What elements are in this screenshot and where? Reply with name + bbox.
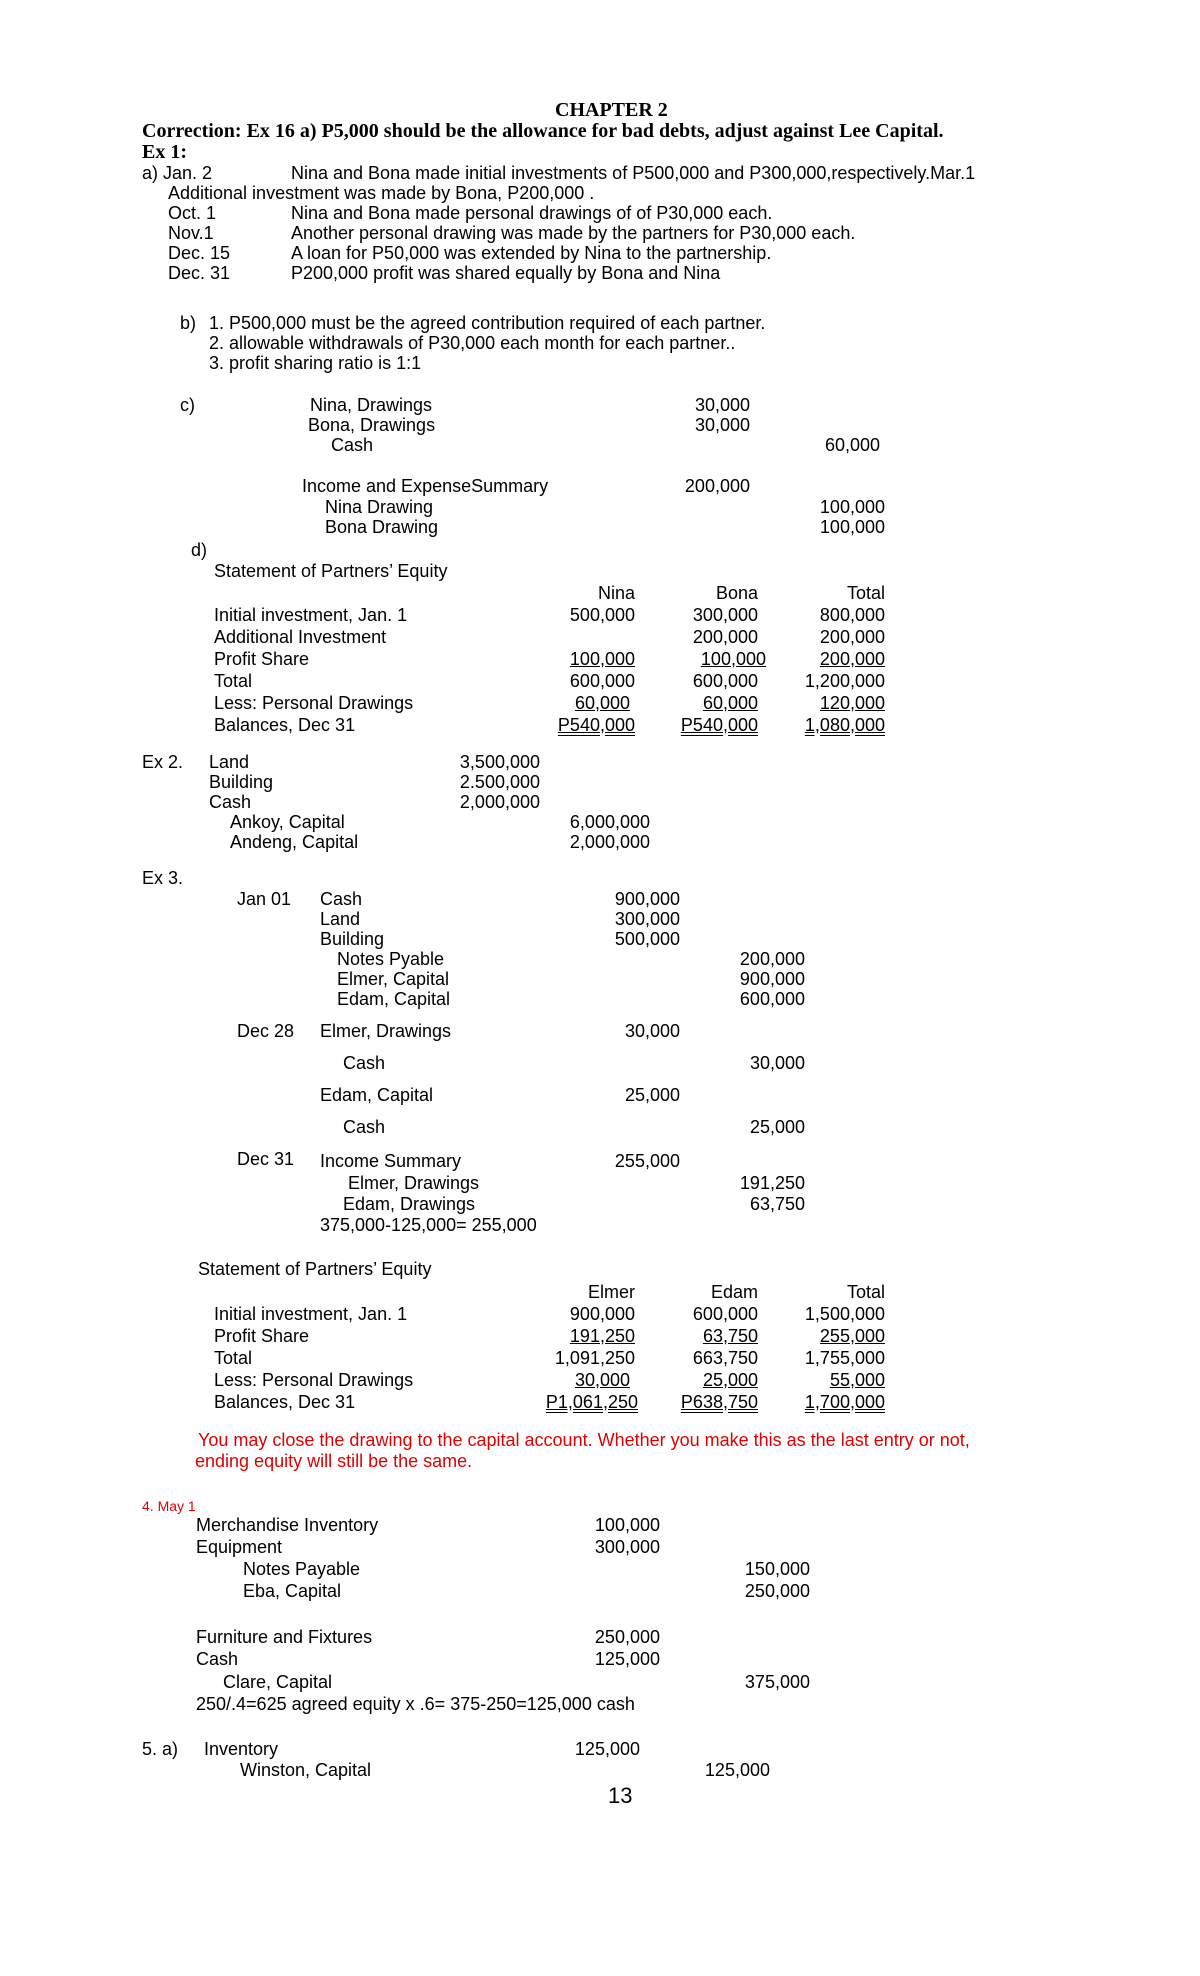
- journal-account: Eba, Capital: [243, 1581, 342, 1601]
- cell: 800,000: [819, 605, 885, 625]
- journal-credit: 30,000: [749, 1053, 805, 1073]
- journal-account: Elmer, Drawings: [348, 1173, 480, 1193]
- ex1-a-date: Dec. 31: [168, 263, 231, 283]
- page-number: 13: [608, 1783, 633, 1808]
- cell: 600,000: [569, 671, 635, 691]
- ex1-d-label: d): [191, 540, 208, 560]
- journal-account: Inventory: [204, 1739, 279, 1759]
- cell: 200,000: [819, 627, 885, 647]
- cell: P1,061,250: [545, 1392, 638, 1412]
- cell: 200,000: [692, 627, 758, 647]
- row-label: Less: Personal Drawings: [214, 1370, 414, 1390]
- cell: 30,000: [574, 1370, 630, 1390]
- journal-account: Edam, Drawings: [343, 1194, 476, 1214]
- journal-account: Notes Payable: [243, 1559, 361, 1579]
- journal-account: Edam, Capital: [337, 989, 451, 1009]
- journal-account: Furniture and Fixtures: [196, 1627, 373, 1647]
- cell: 100,000: [700, 649, 766, 669]
- journal-account: Equipment: [196, 1537, 283, 1557]
- col-header: Total: [846, 583, 885, 603]
- journal-credit: 150,000: [744, 1559, 810, 1579]
- journal-date: Jan 01: [237, 889, 292, 909]
- cell: P638,750: [680, 1392, 758, 1412]
- journal-account: Winston, Capital: [240, 1760, 372, 1780]
- journal-account: Income Summary: [320, 1151, 462, 1171]
- journal-credit: 63,750: [749, 1194, 805, 1214]
- cell: 55,000: [829, 1370, 885, 1390]
- journal-credit: 191,250: [739, 1173, 805, 1193]
- journal-debit: 500,000: [614, 929, 680, 949]
- col-header: Edam: [710, 1282, 758, 1302]
- journal-account: Elmer, Drawings: [320, 1021, 452, 1041]
- journal-account: Land: [320, 909, 361, 929]
- row-label: Additional Investment: [214, 627, 387, 647]
- journal-account: Building: [320, 929, 385, 949]
- ex1-b-item: 1. P500,000 must be the agreed contribution required of each partner.: [209, 313, 766, 333]
- ex1-a-date: Nov.1: [168, 223, 214, 243]
- journal-credit: 6,000,000: [569, 812, 650, 832]
- col-header: Elmer: [587, 1282, 635, 1302]
- computation-note: 250/.4=625 agreed equity x .6= 375-250=125,000 cash: [196, 1694, 635, 1714]
- statement-title: Statement of Partners’ Equity: [214, 561, 448, 581]
- journal-debit: 125,000: [594, 1649, 660, 1669]
- journal-account: Merchandise Inventory: [196, 1515, 379, 1535]
- col-header: Nina: [597, 583, 635, 603]
- journal-account: Bona Drawing: [325, 517, 439, 537]
- journal-account: Notes Pyable: [337, 949, 445, 969]
- cell: 25,000: [702, 1370, 758, 1390]
- red-note: You may close the drawing to the capital account. Whether you make this as the last entry or not,: [198, 1430, 970, 1450]
- journal-debit: 2.500,000: [459, 772, 540, 792]
- cell: 1,091,250: [554, 1348, 635, 1368]
- ex1-b-item: 2. allowable withdrawals of P30,000 each month for each partner..: [209, 333, 736, 353]
- journal-account: Cash: [343, 1053, 386, 1073]
- cell: P540,000: [557, 715, 635, 735]
- journal-credit: 375,000: [744, 1672, 810, 1692]
- journal-account: Andeng, Capital: [230, 832, 359, 852]
- cell: 300,000: [692, 605, 758, 625]
- row-label: Less: Personal Drawings: [214, 693, 414, 713]
- journal-debit: 100,000: [594, 1515, 660, 1535]
- journal-debit: 125,000: [574, 1739, 640, 1759]
- journal-debit: 2,000,000: [459, 792, 540, 812]
- statement-title: Statement of Partners’ Equity: [198, 1259, 432, 1279]
- journal-debit: 255,000: [614, 1151, 680, 1171]
- row-label: Initial investment, Jan. 1: [214, 1304, 408, 1324]
- ex5-label: 5. a): [142, 1739, 179, 1759]
- cell: 255,000: [819, 1326, 885, 1346]
- cell: 663,750: [692, 1348, 758, 1368]
- cell: 60,000: [574, 693, 630, 713]
- ex1-a-date: a) Jan. 2: [142, 163, 213, 183]
- journal-credit: 25,000: [749, 1117, 805, 1137]
- journal-credit: 60,000: [824, 435, 880, 455]
- journal-credit: 250,000: [744, 1581, 810, 1601]
- journal-debit: 30,000: [694, 415, 750, 435]
- ex1-a-date: Dec. 15: [168, 243, 231, 263]
- row-label: Balances, Dec 31: [214, 715, 356, 735]
- ex4-label: 4. May 1: [142, 1498, 196, 1514]
- cell: 900,000: [569, 1304, 635, 1324]
- cell: 1,755,000: [804, 1348, 885, 1368]
- journal-debit: 30,000: [624, 1021, 680, 1041]
- ex3-label: Ex 3.: [142, 868, 184, 888]
- journal-account: Ankoy, Capital: [230, 812, 345, 832]
- journal-date: Dec 31: [237, 1149, 295, 1169]
- journal-debit: 200,000: [684, 476, 750, 496]
- journal-account: Elmer, Capital: [337, 969, 450, 989]
- cell: 120,000: [819, 693, 885, 713]
- chapter-title: CHAPTER 2: [555, 99, 668, 121]
- col-header: Bona: [715, 583, 758, 603]
- col-header: Total: [846, 1282, 885, 1302]
- journal-account: Cash: [209, 792, 252, 812]
- ex1-a-text: P200,000 profit was shared equally by Bona and Nina: [291, 263, 721, 283]
- cell: 1,700,000: [804, 1392, 885, 1412]
- journal-credit: 2,000,000: [569, 832, 650, 852]
- journal-debit: 250,000: [594, 1627, 660, 1647]
- cell: 500,000: [569, 605, 635, 625]
- cell: 1,500,000: [804, 1304, 885, 1324]
- journal-account: Income and ExpenseSummary: [302, 476, 549, 496]
- journal-account: Cash: [331, 435, 374, 455]
- journal-account: Building: [209, 772, 274, 792]
- ex1-b-item: 3. profit sharing ratio is 1:1: [209, 353, 422, 373]
- row-label: Balances, Dec 31: [214, 1392, 356, 1412]
- journal-account: Cash: [196, 1649, 239, 1669]
- row-label: Total: [214, 1348, 253, 1368]
- row-label: Profit Share: [214, 1326, 310, 1346]
- computation-note: 375,000-125,000= 255,000: [320, 1215, 537, 1235]
- row-label: Total: [214, 671, 253, 691]
- journal-account: Cash: [320, 889, 363, 909]
- ex1-a-text: A loan for P50,000 was extended by Nina to the partnership.: [291, 243, 772, 263]
- cell: 1,200,000: [804, 671, 885, 691]
- journal-credit: 900,000: [739, 969, 805, 989]
- cell: 63,750: [702, 1326, 758, 1346]
- journal-credit: 200,000: [739, 949, 805, 969]
- ex1-c-label: c): [180, 395, 195, 415]
- journal-account: Clare, Capital: [223, 1672, 333, 1692]
- journal-account: Nina, Drawings: [310, 395, 433, 415]
- journal-debit: 25,000: [624, 1085, 680, 1105]
- journal-credit: 100,000: [819, 497, 885, 517]
- row-label: Initial investment, Jan. 1: [214, 605, 408, 625]
- row-label: Profit Share: [214, 649, 310, 669]
- ex1-a-text: Nina and Bona made initial investments of P500,000 and P300,000,respectively.Mar.1: [291, 163, 976, 183]
- journal-credit: 125,000: [704, 1760, 770, 1780]
- ex1-a-text: Additional investment was made by Bona, P200,000 .: [168, 183, 595, 203]
- journal-date: Dec 28: [237, 1021, 295, 1041]
- journal-debit: 300,000: [614, 909, 680, 929]
- correction-note: Correction: Ex 16 a) P5,000 should be the allowance for bad debts, adjust against Lee Capital.: [142, 120, 944, 142]
- cell: 600,000: [692, 1304, 758, 1324]
- journal-debit: 900,000: [614, 889, 680, 909]
- cell: 200,000: [819, 649, 885, 669]
- cell: P540,000: [680, 715, 758, 735]
- ex1-title: Ex 1:: [142, 141, 187, 163]
- red-note: ending equity will still be the same.: [195, 1451, 473, 1471]
- cell: 600,000: [692, 671, 758, 691]
- journal-credit: 600,000: [739, 989, 805, 1009]
- journal-account: Bona, Drawings: [308, 415, 436, 435]
- journal-credit: 100,000: [819, 517, 885, 537]
- ex2-label: Ex 2.: [142, 752, 184, 772]
- ex1-b-label: b): [180, 313, 197, 333]
- cell: 1,080,000: [804, 715, 885, 735]
- ex1-a-text: Another personal drawing was made by the partners for P30,000 each.: [291, 223, 856, 243]
- cell: 60,000: [702, 693, 758, 713]
- journal-account: Cash: [343, 1117, 386, 1137]
- ex1-a-text: Nina and Bona made personal drawings of of P30,000 each.: [291, 203, 773, 223]
- cell: 100,000: [569, 649, 635, 669]
- journal-account: Edam, Capital: [320, 1085, 434, 1105]
- journal-debit: 30,000: [694, 395, 750, 415]
- journal-account: Nina Drawing: [325, 497, 434, 517]
- journal-debit: 300,000: [594, 1537, 660, 1557]
- ex1-a-date: Oct. 1: [168, 203, 217, 223]
- journal-account: Land: [209, 752, 250, 772]
- cell: 191,250: [569, 1326, 635, 1346]
- journal-debit: 3,500,000: [459, 752, 540, 772]
